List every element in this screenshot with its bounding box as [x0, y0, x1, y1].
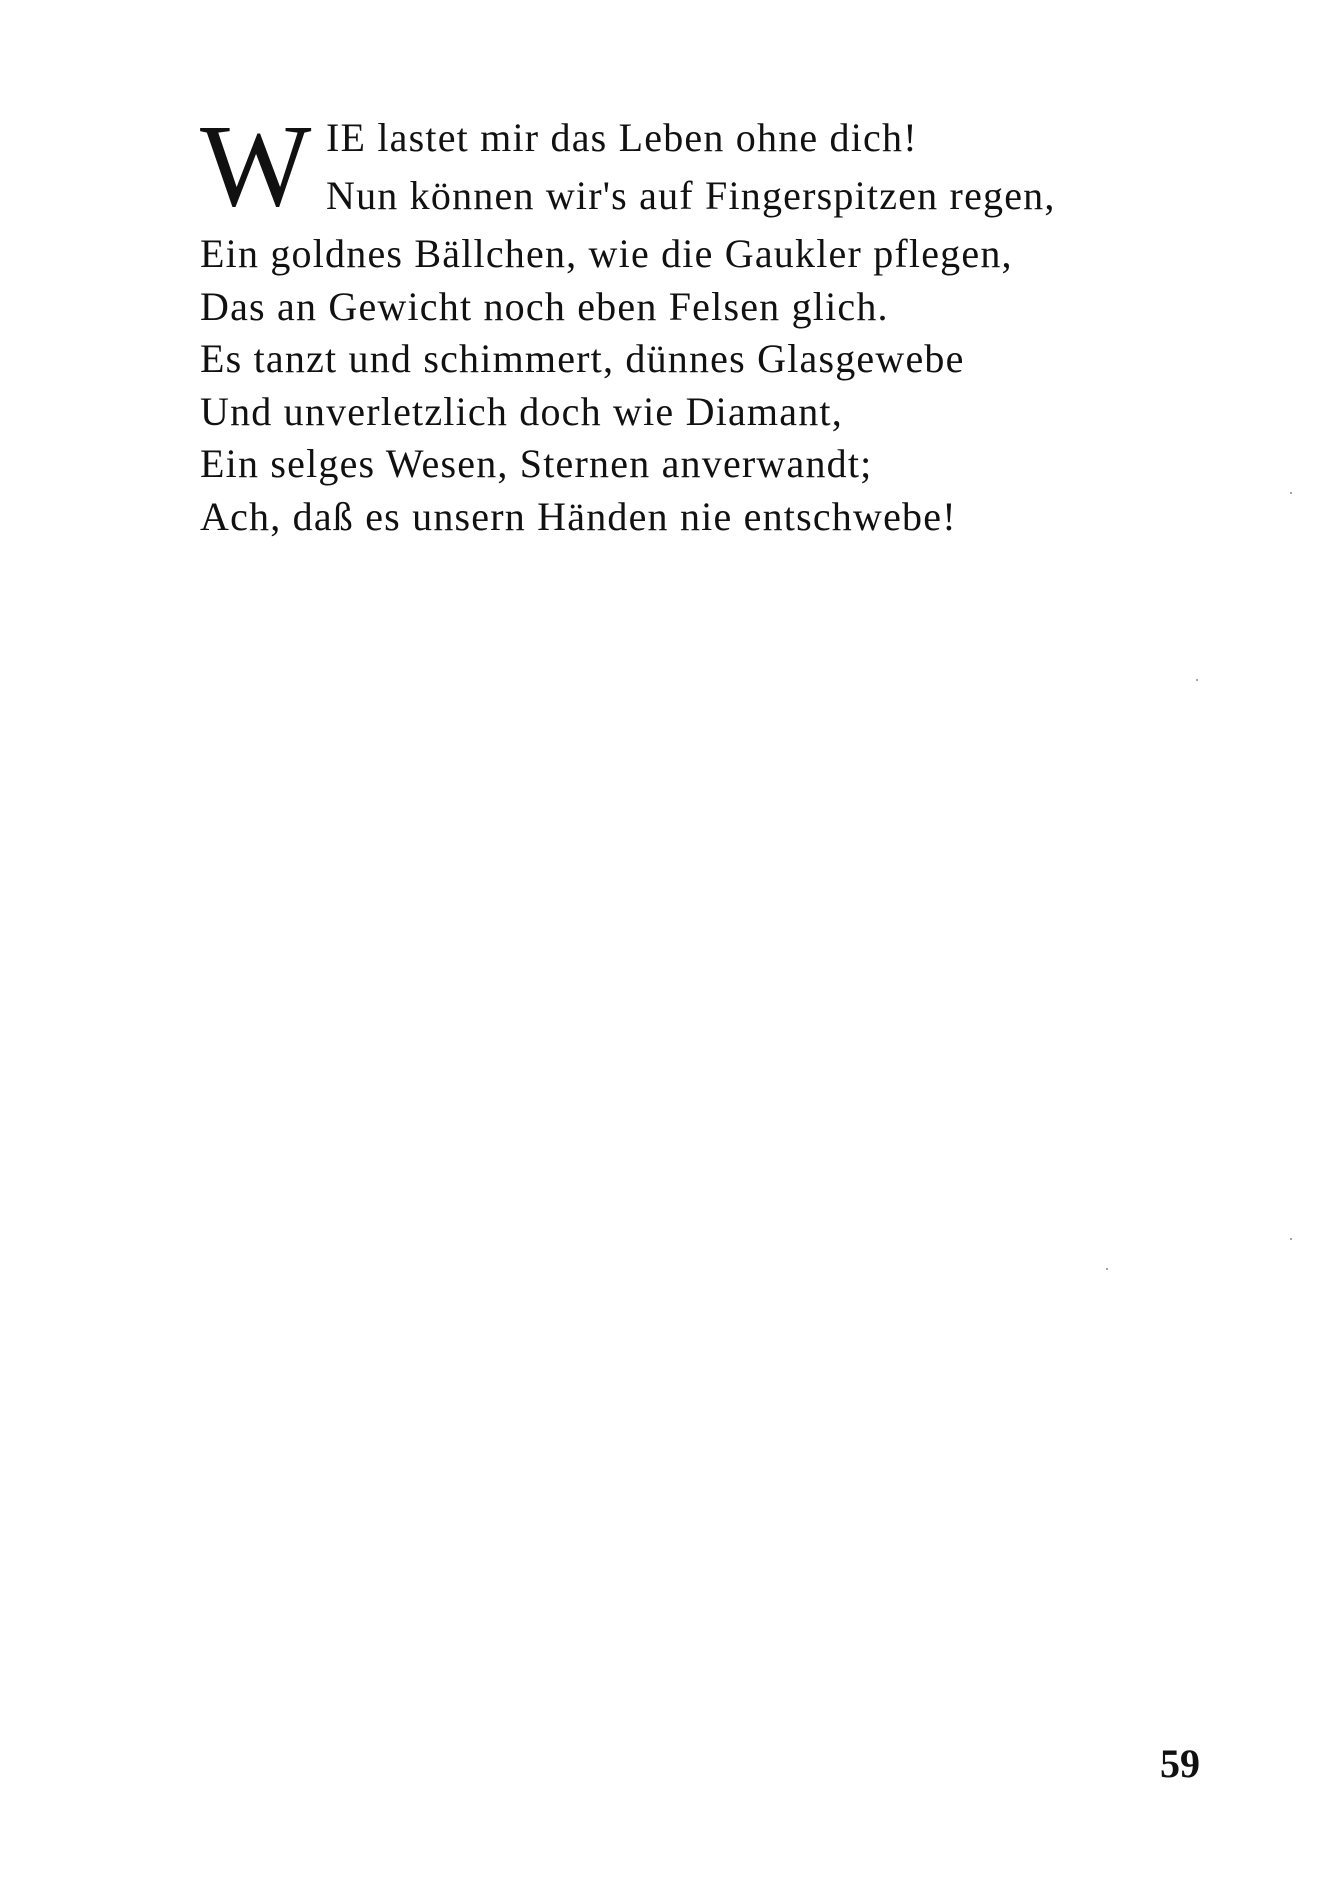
poem-line-1: IE lastet mir das Leben ohne dich!	[326, 115, 918, 160]
poem	[200, 100, 1160, 543]
drop-cap: W	[200, 100, 312, 231]
scan-speck	[1290, 492, 1292, 494]
page-number: 59	[1160, 1741, 1200, 1786]
poem-line-5: Es tanzt und schimmert, dünnes Glasgewebe	[200, 336, 965, 381]
scan-speck	[1196, 679, 1198, 681]
poem-line-7: Ein selges Wesen, Sternen anverwandt;	[200, 441, 873, 486]
poem-line-6: Und unverletzlich doch wie Diamant,	[200, 388, 843, 434]
poem-opening	[200, 100, 1160, 231]
poem-line-2: Nun können wir's auf Fingerspitzen regen,	[326, 173, 1056, 218]
poem-line-8: Ach, daß es unsern Händen nie entschwebe!	[200, 493, 957, 539]
poem-line-4: Das an Gewicht noch eben Felsen glich.	[200, 283, 889, 329]
scan-speck	[1106, 1268, 1108, 1270]
poem-line-3: Ein goldnes Bällchen, wie die Gaukler pflegen,	[200, 231, 1013, 276]
scan-speck	[1290, 1238, 1292, 1240]
